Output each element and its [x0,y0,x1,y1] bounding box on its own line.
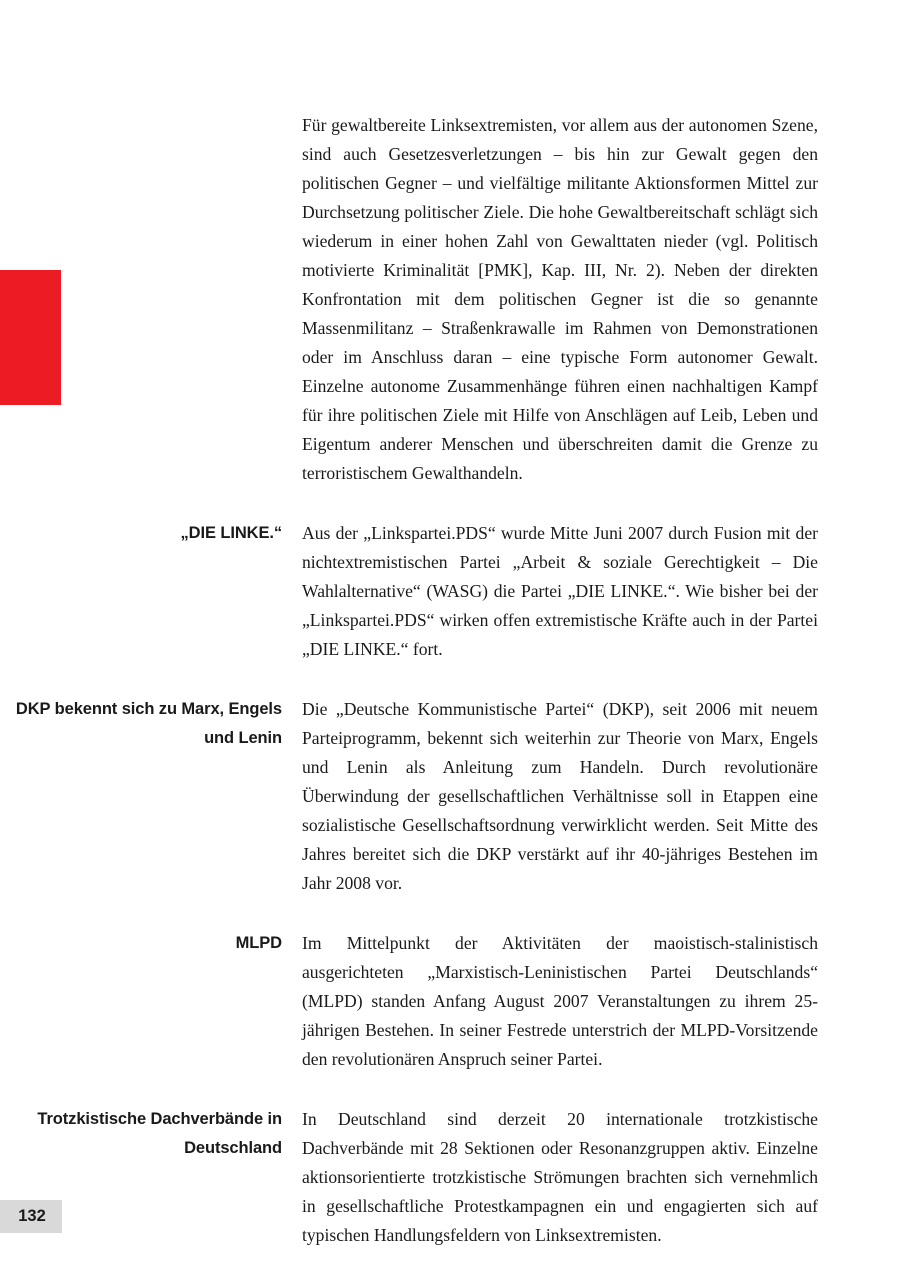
page-number: 132 [18,1207,46,1226]
margin-note-dkp: DKP bekennt sich zu Marx, Engels und Lenin [15,700,282,747]
section-dkp [0,695,830,898]
paragraph: In Deutschland sind derzeit 20 internationale trotzkistische Dachverbände mit 28 Sektionen oder Resonanzgruppen aktiv. Einzelne aktionsorientierte trotzkistische Strömungen brachten sich vernehmlich in gesellschaftliche Protestkampagnen ein und engagierten sich auf typischen Handlungsfeldern von Linksextremisten. [302,1109,818,1245]
paragraph: Für gewaltbereite Linksextremisten, vor allem aus der autonomen Szene, sind auch Gesetzesverletzungen – bis hin zur Gewalt gegen den politischen Gegner – und vielfältige militante Aktionsformen Mittel zur Durchsetzung politischer Ziele. Die hohe Gewaltbereitschaft schlägt sich wiederum in einer hohen Zahl von Gewalttaten nieder (vgl. Politisch motivierte Kriminalität [PMK], Kap. III, Nr. 2). Neben der direkten Konfrontation mit dem politischen Gegner ist die so genannte Massenmilitanz – Straßenkrawalle im Rahmen von Demonstrationen oder im Anschluss daran – eine typische Form autonomer Gewalt. Einzelne autonome Zusammenhänge führen einen nachhaltigen Kampf für ihre politischen Ziele mit Hilfe von Anschlägen auf Leib, Leben und Eigentum anderer Menschen und überschreiten damit die Grenze zu terroristischem Gewalthandeln. [302,115,818,483]
section-mlpd [0,929,830,1074]
paragraph: Die „Deutsche Kommunistische Partei“ (DKP), seit 2006 mit neuem Parteiprogramm, bekennt sich weiterhin zur Theorie von Marx, Engels und Lenin als Anleitung zum Handeln. Durch revolutionäre Überwindung der gesellschaftlichen Verhältnisse soll in Etappen eine sozialistische Gesellschaftsordnung verwirklicht werden. Seit Mitte des Jahres bereitet sich die DKP verstärkt auf ihr 40-jähriges Bestehen im Jahr 2008 vor. [302,699,818,893]
section-die-linke [0,519,830,664]
body-column-dkp [302,695,818,898]
margin-note-die-linke: „DIE LINKE.“ [180,524,282,542]
body-column-mlpd [302,929,818,1074]
body-column [302,111,818,488]
paragraph: Aus der „Linkspartei.PDS“ wurde Mitte Juni 2007 durch Fusion mit der nichtextremistischen Partei „Arbeit & soziale Gerechtigkeit – Die Wahlalternative“ (WASG) die Partei „DIE LINKE.“. Wie bisher bei der „Linkspartei.PDS“ wirken offen extremistische Kräfte auch in der Partei „DIE LINKE.“ fort. [302,523,818,659]
page-number-chip [0,1200,62,1233]
section-intro [0,111,830,488]
margin-note-trotzkistische: Trotzkistische Dachverbände in Deutschland [37,1110,282,1157]
body-column-trotzkistische [302,1105,818,1250]
margin-note-mlpd: MLPD [235,934,282,952]
page-content [0,111,830,1250]
body-column-die-linke [302,519,818,664]
section-trotzkistische [0,1105,830,1250]
paragraph: Im Mittelpunkt der Aktivitäten der maoistisch-stalinistisch ausgerichteten „Marxistisch-Leninistischen Partei Deutschlands“ (MLPD) standen Anfang August 2007 Veranstaltungen zu ihrem 25-jährigen Bestehen. In seiner Festrede unterstrich der MLPD-Vorsitzende den revolutionären Anspruch seiner Partei. [302,933,818,1069]
